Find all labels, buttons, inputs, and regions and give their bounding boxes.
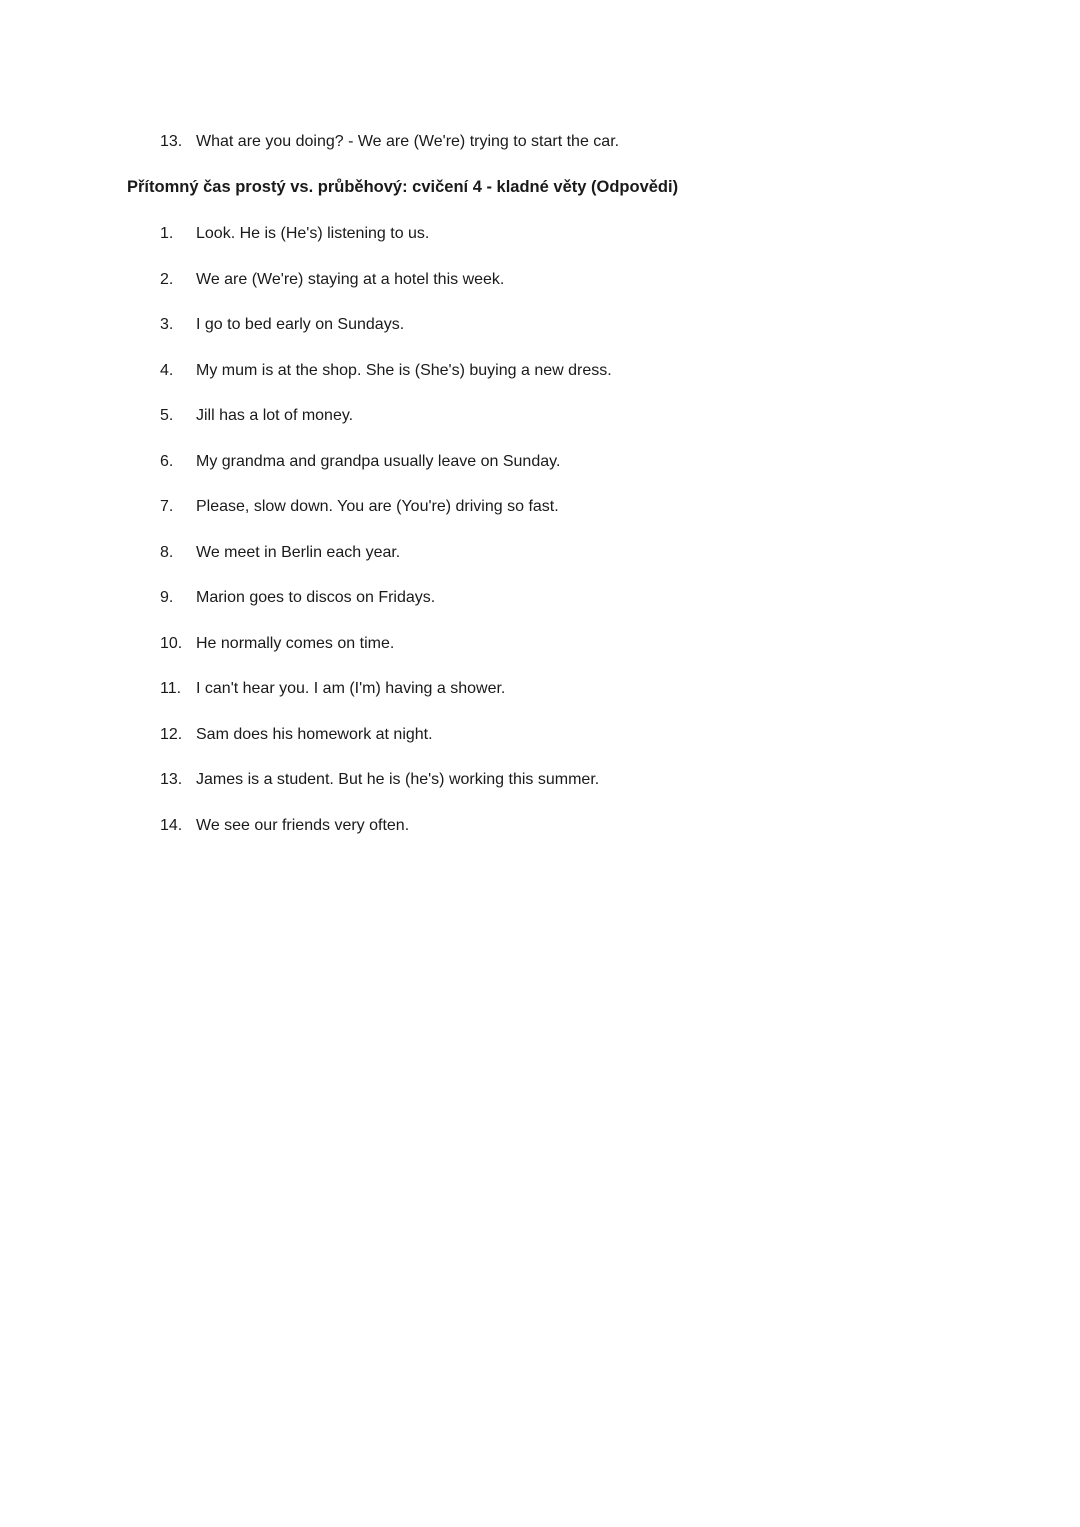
list-item-number: 9. — [160, 589, 174, 606]
list-item-number: 3. — [160, 316, 174, 333]
list-item-text: Please, slow down. You are (You're) driving so fast. — [196, 498, 559, 515]
list-item-number: 2. — [160, 270, 174, 288]
list-item — [160, 316, 960, 334]
list-item — [160, 680, 960, 698]
list-item — [160, 635, 960, 653]
list-item-text: We meet in Berlin each year. — [196, 543, 401, 561]
list-item-number: 14. — [160, 816, 183, 834]
list-item — [160, 498, 960, 516]
list-item-number: 13. — [160, 133, 183, 150]
list-item-text: We see our friends very often. — [196, 816, 410, 834]
list-item — [160, 453, 960, 471]
list-item-text: We are (We're) staying at a hotel this week. — [196, 270, 505, 288]
list-item-text: James is a student. But he is (he's) working this summer. — [196, 771, 600, 788]
list-item-text: My grandma and grandpa usually leave on Sunday. — [196, 452, 561, 470]
list-item-number: 5. — [160, 407, 174, 424]
list-item — [160, 817, 960, 835]
list-item — [160, 771, 960, 789]
list-item-text: What are you doing? - We are (We're) trying to start the car. — [196, 133, 620, 150]
list-item — [160, 225, 960, 243]
list-item-number: 7. — [160, 498, 174, 515]
list-item-number: 13. — [160, 771, 183, 788]
list-item — [160, 726, 960, 744]
list-item — [160, 544, 960, 562]
previous-exercise-last-item — [160, 133, 960, 151]
list-item-number: 11. — [160, 680, 182, 697]
list-item — [160, 271, 960, 289]
list-item-text: Marion goes to discos on Fridays. — [196, 589, 436, 606]
list-item-number: 1. — [160, 225, 174, 242]
list-item-text: I go to bed early on Sundays. — [196, 316, 405, 333]
list-item — [160, 589, 960, 607]
list-item-text: I can't hear you. I am (I'm) having a shower. — [196, 680, 506, 697]
list-item — [160, 407, 960, 425]
section-heading: Přítomný čas prostý vs. průběhový: cvičení 4 - kladné věty (Odpovědi) — [127, 178, 679, 196]
list-item-number: 12. — [160, 725, 183, 743]
answers-list — [127, 225, 960, 835]
list-item-number: 8. — [160, 543, 174, 561]
list-item-text: Sam does his homework at night. — [196, 725, 433, 743]
list-item-text: Jill has a lot of money. — [196, 407, 354, 424]
list-item-number: 4. — [160, 361, 174, 379]
list-item-text: He normally comes on time. — [196, 634, 395, 652]
list-item-number: 10. — [160, 634, 183, 652]
list-item-text: My mum is at the shop. She is (She's) buying a new dress. — [196, 361, 612, 379]
list-item — [160, 362, 960, 380]
list-item-text: Look. He is (He's) listening to us. — [196, 225, 430, 242]
list-item-number: 6. — [160, 452, 174, 470]
